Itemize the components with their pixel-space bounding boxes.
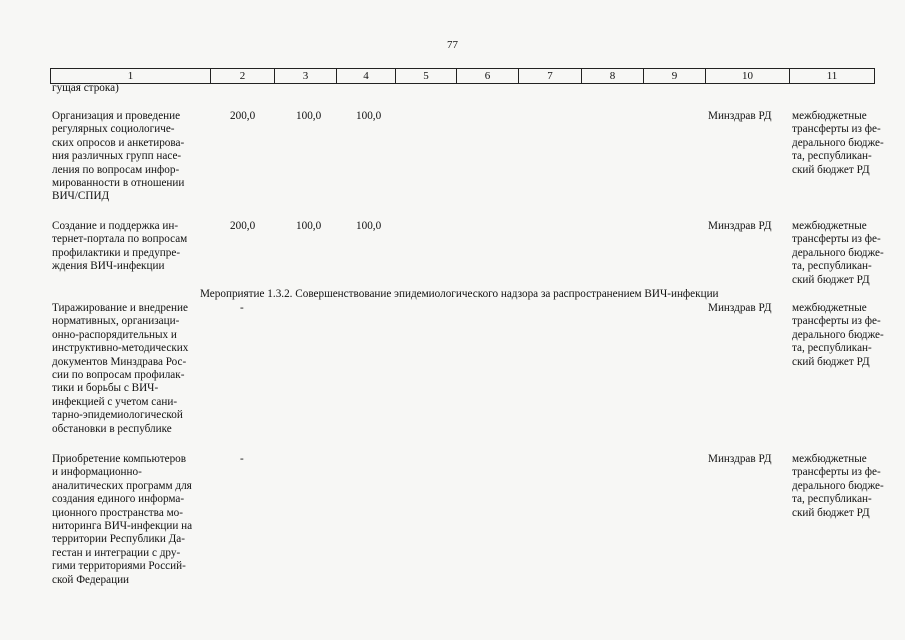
row-3-funding: межбюджетные трансферты из фе- дерального бюдже- та, республикан- ский бюджет РД (792, 302, 884, 368)
row-2-col2-value: 200,0 (230, 220, 256, 232)
section-heading: Мероприятие 1.3.2. Совершенствование эпидемиологического надзора за распространением ВИЧ-инфекции (200, 288, 719, 300)
column-header-6: 6 (456, 69, 518, 83)
row-2-funding: межбюджетные трансферты из фе- дерального бюдже- та, республикан- ский бюджет РД (792, 220, 884, 286)
column-header-2: 2 (210, 69, 274, 83)
row-3-description: Тиражирование и внедрение нормативных, организаци- онно-распорядительных и инструктивно-методических документов Минздрава Рос- сии по вопросам профилак- тики и борьбы с ВИЧ- инфекцией с учетом сани- тарно-эпидемиологической обстановки в республике (52, 302, 189, 435)
row-1-funding: межбюджетные трансферты из фе- дерального бюдже- та, республикан- ский бюджет РД (792, 110, 884, 176)
column-header-11: 11 (789, 69, 875, 83)
row-1-responsible: Минздрав РД (708, 110, 772, 122)
row-3-responsible: Минздрав РД (708, 302, 772, 314)
column-header-9: 9 (643, 69, 705, 83)
row-1-col4-value: 100,0 (356, 110, 382, 122)
row-1-col3-value: 100,0 (296, 110, 322, 122)
page-number: 77 (447, 39, 458, 51)
row-1-description: Организация и проведение регулярных социологиче- ских опросов и анкетирова- ния различных групп насе- ления по вопросам инфор- мированности в отношении ВИЧ/СПИД (52, 110, 185, 203)
column-header-4: 4 (336, 69, 395, 83)
row-3-col2-value: - (240, 302, 244, 314)
row-2-description: Создание и поддержка ин- тернет-портала по вопросам профилактики и предупре- ждения ВИЧ-инфекции (52, 220, 188, 273)
column-header-7: 7 (518, 69, 581, 83)
column-header-5: 5 (395, 69, 456, 83)
row-4-col2-value: - (240, 453, 244, 465)
row-2-responsible: Минздрав РД (708, 220, 772, 232)
row-1-col2-value: 200,0 (230, 110, 256, 122)
column-header-1: 1 (50, 69, 210, 83)
row-2-col3-value: 100,0 (296, 220, 322, 232)
column-header-10: 10 (705, 69, 789, 83)
continuation-text: гущая строка) (52, 82, 119, 94)
row-4-responsible: Минздрав РД (708, 453, 772, 465)
row-4-funding: межбюджетные трансферты из фе- дерального бюдже- та, республикан- ский бюджет РД (792, 453, 884, 519)
column-header-3: 3 (274, 69, 336, 83)
row-4-description: Приобретение компьютеров и информационно- аналитических программ для создания единого информа- ционного пространства мо- ниторинга ВИЧ-инфекции на территории Республики Да- гестан и интеграции с дру- гими территориями Россий- ской Федерации (52, 453, 193, 586)
column-header-8: 8 (581, 69, 643, 83)
row-2-col4-value: 100,0 (356, 220, 382, 232)
